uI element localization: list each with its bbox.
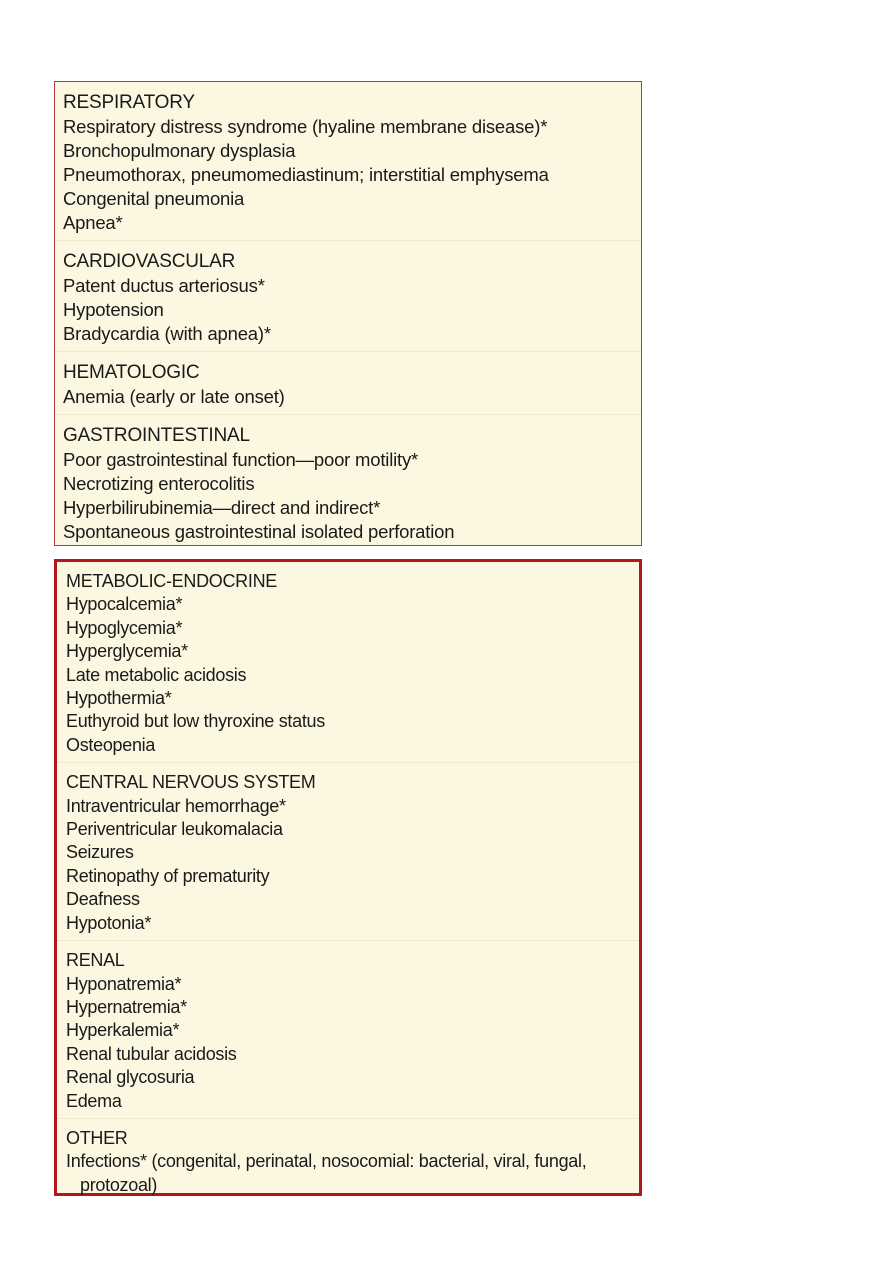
list-item: Edema: [66, 1090, 122, 1111]
list-item: Deafness: [66, 889, 140, 910]
list-item: Seizures: [66, 842, 134, 863]
list-item: Periventricular leukomalacia: [66, 819, 283, 840]
section-hematologic: [55, 352, 641, 415]
list-item: Hypothermia*: [66, 688, 172, 709]
list-item: Renal tubular acidosis: [66, 1043, 237, 1064]
section-metabolic-endocrine: [57, 562, 639, 763]
section-gastrointestinal: [55, 415, 641, 549]
list-item: Retinopathy of prematurity: [66, 865, 270, 886]
section-other: [57, 1119, 639, 1202]
list-item: Apnea*: [63, 212, 123, 233]
section-cardiovascular: [55, 241, 641, 352]
complications-table-part-1: [54, 81, 642, 546]
section-respiratory: [55, 82, 641, 241]
list-item: Anemia (early or late onset): [63, 386, 285, 407]
section-heading: METABOLIC-ENDOCRINE: [66, 571, 277, 591]
list-item: Renal glycosuria: [66, 1067, 195, 1088]
list-item: Hyponatremia*: [66, 973, 182, 994]
list-item: Hypotonia*: [66, 912, 152, 933]
section-heading: OTHER: [66, 1127, 128, 1148]
list-item: Respiratory distress syndrome (hyaline membrane disease)*: [63, 116, 548, 137]
section-heading: RESPIRATORY: [63, 92, 195, 113]
list-item: Patent ductus arteriosus*: [63, 275, 265, 296]
list-item: Hypoglycemia*: [66, 617, 183, 638]
list-item: Congenital pneumonia: [63, 188, 245, 209]
list-item: Hypernatremia*: [66, 996, 187, 1017]
section-central-nervous-system: [57, 763, 639, 941]
section-heading: CARDIOVASCULAR: [63, 251, 236, 272]
complications-table-part-2: [54, 559, 642, 1196]
list-item: Spontaneous gastrointestinal isolated perforation: [63, 521, 455, 542]
list-item: Necrotizing enterocolitis: [63, 473, 255, 494]
list-item: Intraventricular hemorrhage*: [66, 795, 286, 816]
section-heading: CENTRAL NERVOUS SYSTEM: [66, 772, 316, 793]
list-item: Pneumothorax, pneumomediastinum; interstitial emphysema: [63, 164, 549, 185]
list-item: Bradycardia (with apnea)*: [63, 323, 271, 344]
list-item: Hypotension: [63, 299, 164, 320]
list-item: Bronchopulmonary dysplasia: [63, 140, 296, 161]
list-item: Euthyroid but low thyroxine status: [66, 711, 325, 732]
list-item: Poor gastrointestinal function—poor motility*: [63, 449, 419, 470]
list-item: Hyperbilirubinemia—direct and indirect*: [63, 497, 381, 518]
list-item: Osteopenia: [66, 734, 156, 755]
section-heading: GASTROINTESTINAL: [63, 425, 250, 446]
list-item: Hyperglycemia*: [66, 641, 188, 662]
section-renal: [57, 941, 639, 1119]
section-heading: HEMATOLOGIC: [63, 362, 200, 383]
list-item: Hyperkalemia*: [66, 1020, 180, 1041]
list-item: Late metabolic acidosis: [66, 664, 247, 685]
section-heading: RENAL: [66, 950, 125, 971]
list-item: Infections* (congenital, perinatal, nosocomial: bacterial, viral, fungal, protozoal): [66, 1151, 587, 1195]
list-item: Hypocalcemia*: [66, 594, 183, 615]
